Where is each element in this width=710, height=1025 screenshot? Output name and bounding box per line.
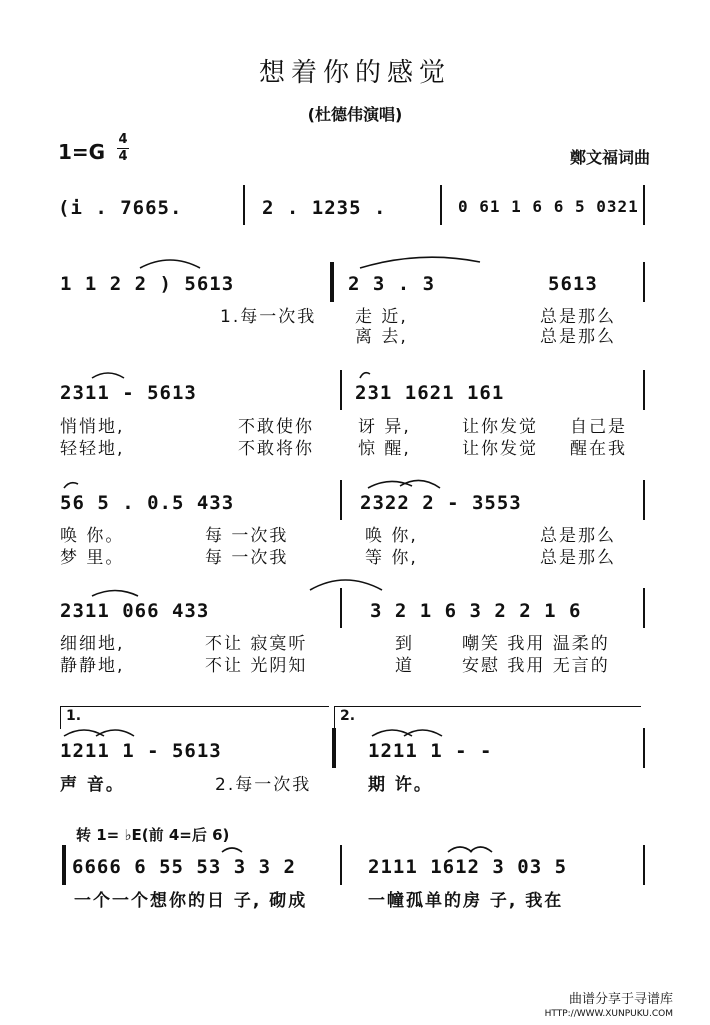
- row6-notes-b: 1211 1 - -: [368, 740, 493, 762]
- row3-lyric-1a: 悄悄地,: [60, 417, 125, 437]
- row4-lyric-1a: 唤 你。: [60, 526, 125, 546]
- slur: [64, 483, 78, 488]
- row3-lyric-1d: 让你发觉: [462, 417, 538, 437]
- row3-lyric-1e: 自己是: [570, 417, 627, 437]
- row7-notes-b: 2111 1612 3 03 5: [368, 856, 568, 878]
- row3-lyric-2a: 轻轻地,: [60, 439, 125, 459]
- slur: [360, 373, 370, 378]
- key-signature: 1=G: [58, 140, 106, 164]
- row7-lyric-a: 一个一个想你的日 子, 砌成: [74, 891, 308, 911]
- song-title: 想着你的感觉: [258, 58, 451, 88]
- slur: [360, 257, 480, 268]
- row4-notes-a: 56 5 . 0.5 433: [60, 492, 235, 514]
- row5-notes-a: 2311 066 433: [60, 600, 210, 622]
- row3-notes-a: 2311 - 5613: [60, 382, 197, 404]
- intro-measure-1: (i . 7665.: [58, 197, 183, 219]
- row5-lyric-1b: 不让 寂寞听: [205, 634, 308, 654]
- slur: [222, 848, 242, 852]
- row5-lyric-1d: 嘲笑 我用 温柔的: [462, 634, 610, 654]
- row7-lyric-b: 一幢孤单的房 子, 我在: [368, 891, 564, 911]
- row6-lyric-1c: 期 许。: [368, 775, 433, 795]
- row3-lyric-1b: 不敢使你: [238, 417, 314, 437]
- slur: [448, 847, 472, 852]
- slur: [140, 260, 200, 268]
- row7-notes-a: 6666 6 55 53 3 3 2: [72, 856, 296, 878]
- row5-lyric-1c: 到: [395, 634, 414, 654]
- row2-measure-1: 1 1 2 2 ) 5613: [60, 273, 235, 295]
- slur: [92, 591, 138, 597]
- row5-lyric-2d: 安慰 我用 无言的: [462, 656, 610, 676]
- watermark-line-2: HTTP://WWW.XUNPUKU.COM: [544, 1009, 673, 1019]
- performer-subtitle: (杜德伟演唱): [307, 105, 403, 124]
- row2-lyric-1c: 总是那么: [540, 307, 616, 327]
- row3-lyric-2d: 让你发觉: [462, 439, 538, 459]
- row3-lyric-2c: 惊 醒,: [358, 439, 411, 459]
- intro-measure-2: 2 . 1235 .: [262, 197, 387, 219]
- volta-1-label: 1.: [66, 708, 82, 724]
- time-signature-bottom: 4: [118, 149, 128, 164]
- intro-measure-3: 0 61 1 6 6 5 0321: [458, 197, 639, 216]
- slur: [470, 847, 492, 852]
- row4-lyric-2b: 每 一次我: [205, 548, 289, 568]
- row5-lyric-2b: 不让 光阴知: [205, 656, 308, 676]
- row4-notes-b: 2322 2 - 3553: [360, 492, 522, 514]
- modulation-marking: 转 1= ♭E(前 4=后 6): [76, 826, 230, 844]
- row4-lyric-1b: 每 一次我: [205, 526, 289, 546]
- row4-lyric-2a: 梦 里。: [60, 548, 125, 568]
- row3-lyric-2b: 不敢将你: [238, 439, 314, 459]
- row6-notes-a: 1211 1 - 5613: [60, 740, 222, 762]
- row5-lyric-2c: 道: [395, 656, 414, 676]
- row3-lyric-2e: 醒在我: [570, 439, 627, 459]
- row2-lyric-2b: 离 去,: [355, 327, 408, 347]
- row6-lyric-1a: 声 音。: [60, 775, 125, 795]
- volta-2-label: 2.: [340, 708, 356, 724]
- row2-lyric-1b: 走 近,: [355, 307, 408, 327]
- watermark-footer: [545, 993, 673, 1021]
- row4-lyric-1d: 总是那么: [540, 526, 616, 546]
- row5-lyric-2a: 静静地,: [60, 656, 125, 676]
- row3-lyric-1c: 讶 异,: [358, 417, 411, 437]
- time-signature-top: 4: [118, 132, 128, 147]
- composer-credit: 鄭文福词曲: [569, 148, 650, 167]
- row2-lyric-2c: 总是那么: [540, 327, 616, 347]
- slur: [310, 580, 382, 590]
- row3-notes-b: 231 1621 161: [355, 382, 505, 404]
- row2-measure-3: 5613: [548, 273, 598, 295]
- row4-lyric-2c: 等 你,: [365, 548, 418, 568]
- row2-measure-2: 2 3 . 3: [348, 273, 436, 295]
- row4-lyric-2d: 总是那么: [540, 548, 616, 568]
- slur: [92, 373, 124, 378]
- row6-lyric-1b: 2.每一次我: [215, 775, 312, 795]
- watermark-line-1: 曲谱分享于寻谱库: [568, 992, 673, 1007]
- row4-lyric-1c: 唤 你,: [365, 526, 418, 546]
- row5-notes-b: 3 2 1 6 3 2 2 1 6: [370, 600, 582, 622]
- row2-lyric-1a: 1.每一次我: [220, 307, 317, 327]
- row5-lyric-1a: 细细地,: [60, 634, 125, 654]
